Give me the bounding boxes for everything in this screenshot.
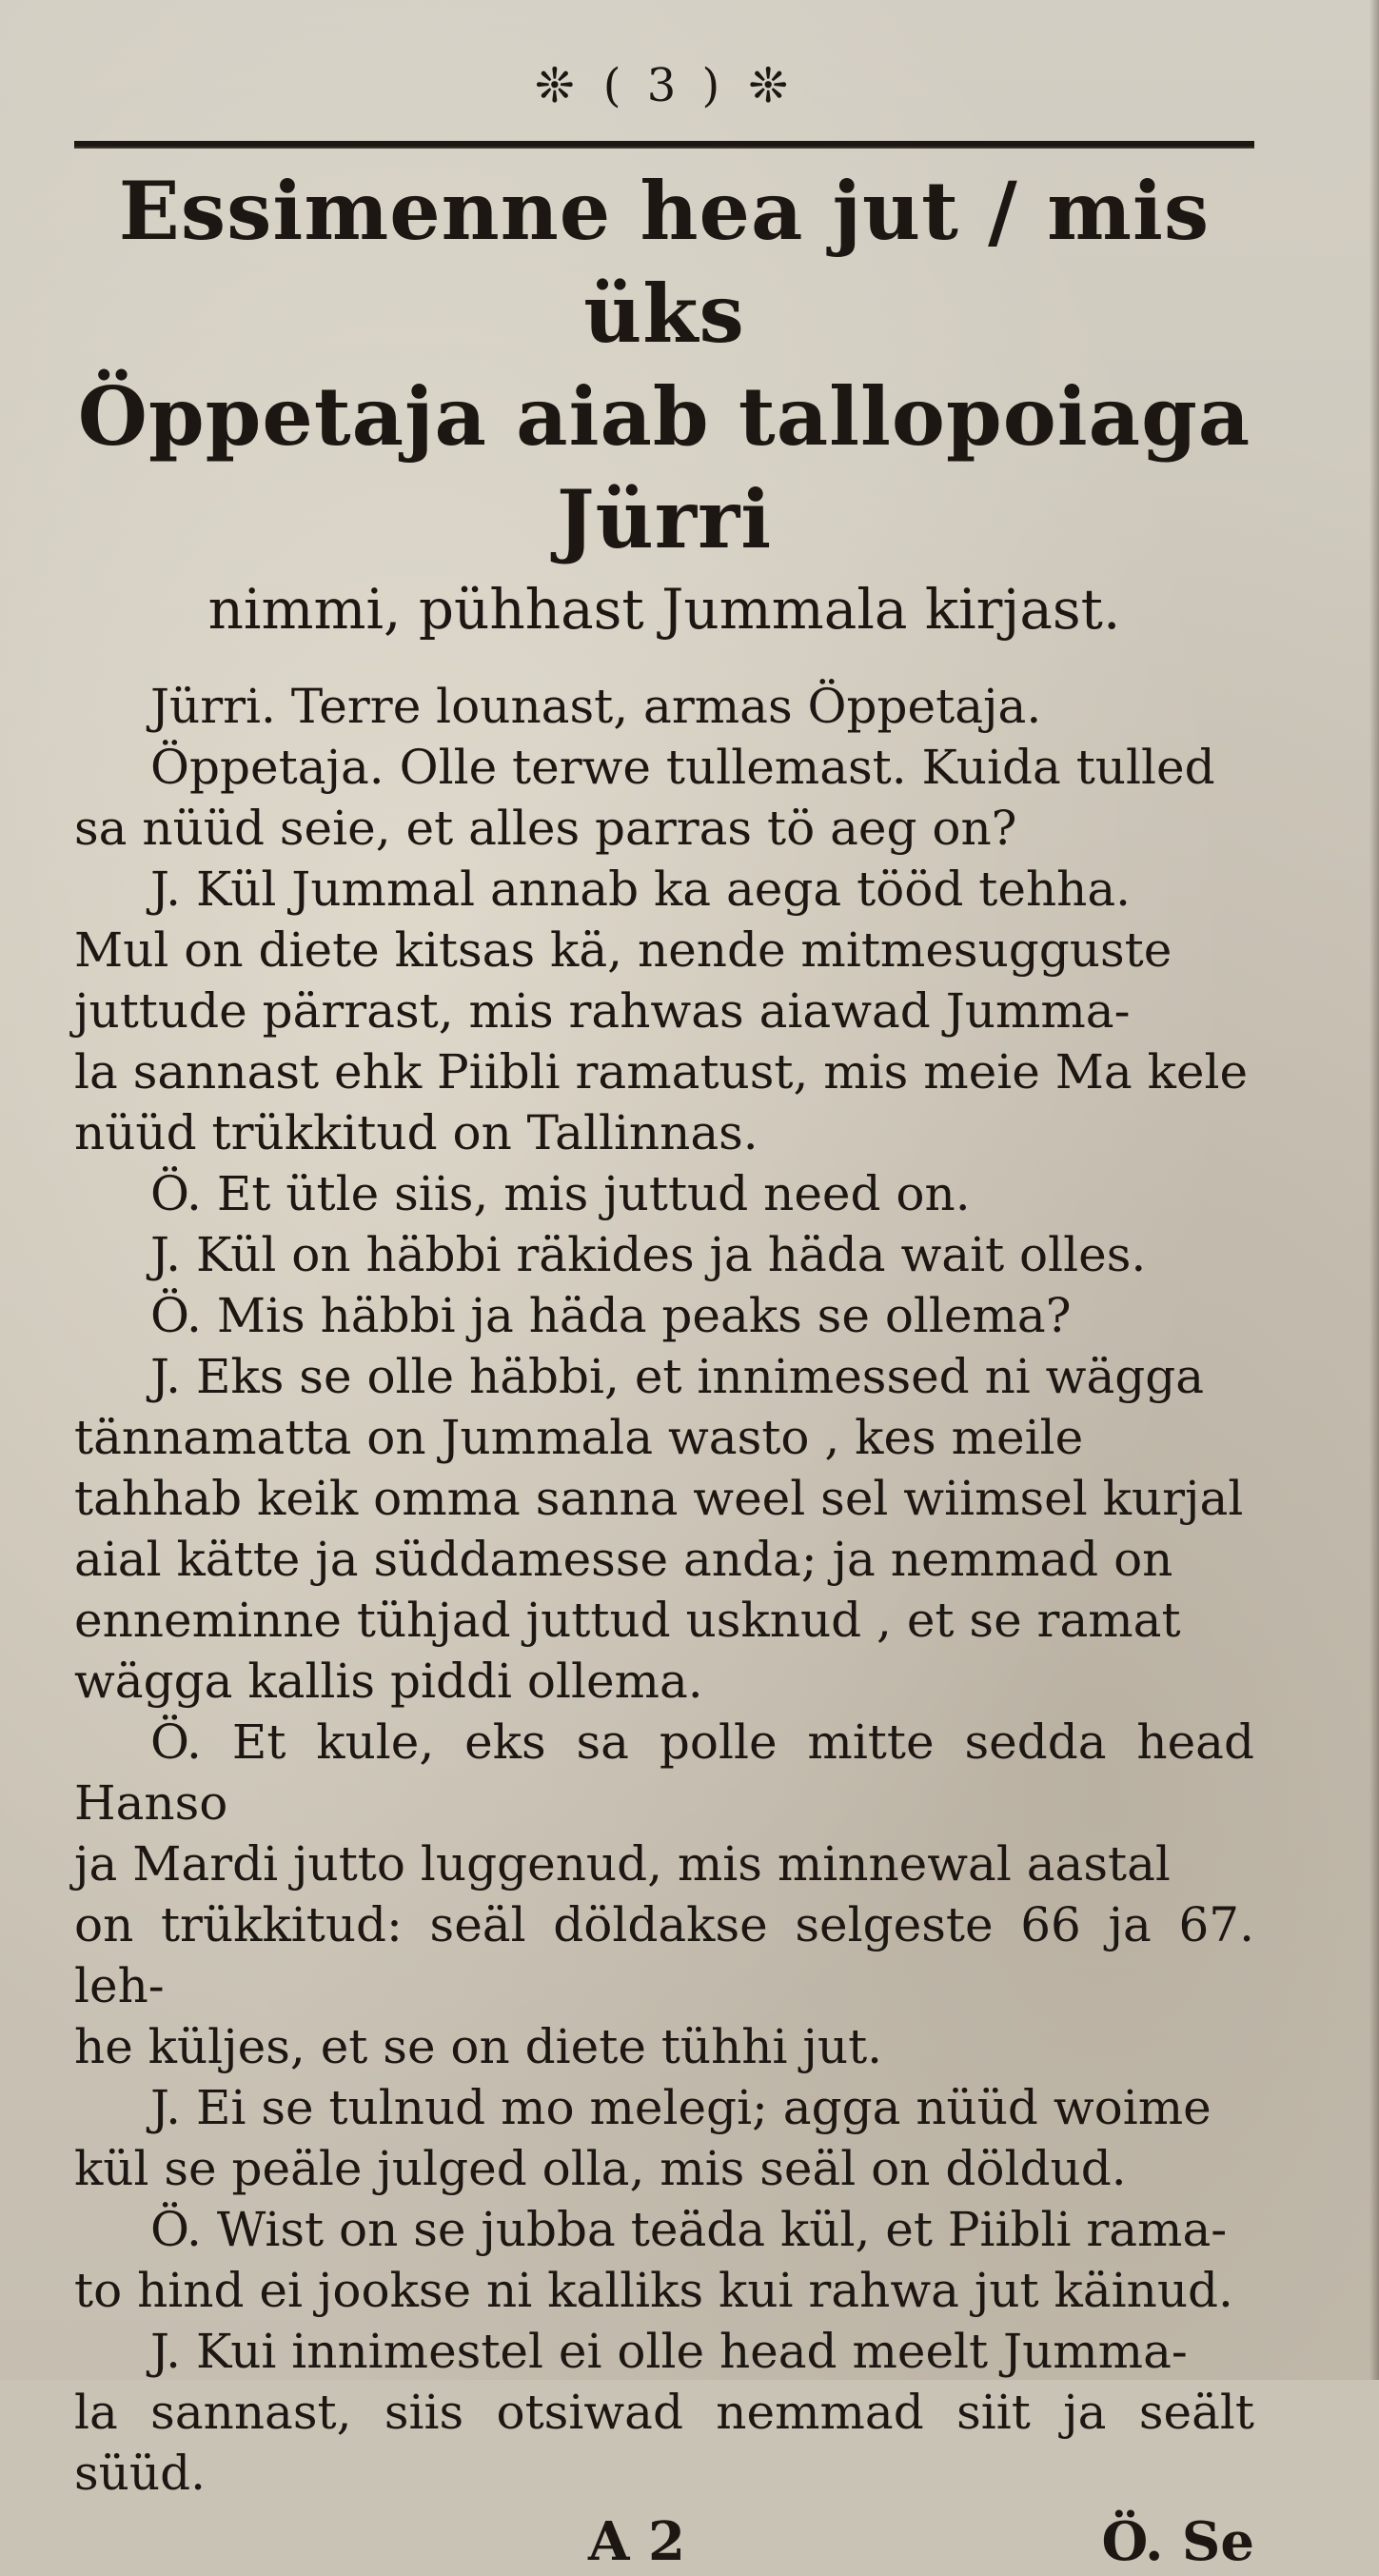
- text-line: Jürri. Terre lounast, armas Öppetaja.: [150, 679, 1042, 734]
- header-rule: [74, 141, 1254, 149]
- text-line: Ö. Et ütle siis, mis juttud need on.: [150, 1166, 971, 1221]
- paragraph-8: [74, 1712, 1254, 2077]
- paragraph-11: [74, 2321, 1254, 2504]
- text-line: J. Eks se olle häbbi, et innimessed ni wägga: [150, 1349, 1205, 1404]
- text-line: la sannast, siis otsiwad nemmad siit ja seält süüd.: [74, 2385, 1254, 2501]
- text-line: he küljes, et se on diete tühhi jut.: [74, 2019, 883, 2074]
- text-line: juttude pärrast, mis rahwas aiawad Jumma-: [74, 983, 1131, 1039]
- text-line: enneminne tühjad juttud usknud , et se ramat: [74, 1593, 1181, 1648]
- text-line: J. Ei se tulnud mo melegi; agga nüüd woime: [150, 2080, 1212, 2135]
- title-line-2: Öppetaja aiab tallopoiaga Jürri: [77, 369, 1251, 566]
- text-line: tahhab keik omma sanna weel sel wiimsel kurjal: [74, 1471, 1244, 1526]
- text-line: tännamatta on Jummala wasto , kes meile: [74, 1410, 1084, 1465]
- paragraph-1: [74, 676, 1254, 737]
- text-line: J. Kül Jummal annab ka aega tööd tehha.: [150, 862, 1132, 917]
- paragraph-4: [74, 1163, 1254, 1224]
- signature-mark: A 2: [588, 2510, 685, 2573]
- text-line: nüüd trükkitud on Tallinnas.: [74, 1105, 758, 1160]
- text-line: wägga kallis piddi ollema.: [74, 1654, 703, 1709]
- paragraph-3: [74, 859, 1254, 1163]
- page-header: [74, 57, 1254, 114]
- text-line: Ö. Wist on se jubba teäda kül, et Piibli rama-: [150, 2202, 1228, 2257]
- text-line: J. Kui innimestel ei olle head meelt Jumma-: [150, 2324, 1188, 2379]
- paragraph-6: [74, 1285, 1254, 1346]
- text-line: kül se peäle julged olla, mis seäl on döldud.: [74, 2141, 1127, 2196]
- text-line: ja Mardi jutto luggenud, mis minnewal aastal: [74, 1836, 1171, 1892]
- text-block: [74, 57, 1254, 2576]
- ornament-right-icon: ❊: [748, 58, 795, 113]
- text-line: la sannast ehk Piibli ramatust, mis meie Ma kele: [74, 1044, 1249, 1100]
- text-line: to hind ei jookse ni kalliks kui rahwa jut käinud.: [74, 2263, 1233, 2318]
- paragraph-5: [74, 1224, 1254, 1285]
- chapter-subtitle: nimmi, pühhast Jummala kirjast.: [207, 577, 1121, 642]
- body-text: [74, 676, 1254, 2504]
- text-line: on trükkitud: seäl döldakse selgeste 66 ja 67. leh-: [74, 1897, 1254, 2013]
- text-line: Ö. Mis häbbi ja häda peaks se ollema?: [150, 1288, 1072, 1343]
- text-line: Ö. Et kule, eks sa polle mitte sedda head Hanso: [74, 1714, 1254, 1831]
- text-line: sa nüüd seie, et alles parras tö aeg on?: [74, 801, 1017, 856]
- text-line: Mul on diete kitsas kä, nende mitmesugguste: [74, 922, 1172, 978]
- text-line: aial kätte ja süddamesse anda; ja nemmad on: [74, 1532, 1173, 1587]
- page-number: ( 3 ): [602, 59, 726, 112]
- paragraph-10: [74, 2199, 1254, 2321]
- ornament-left-icon: ❊: [534, 58, 581, 113]
- paragraph-7: [74, 1346, 1254, 1712]
- page-footer: [74, 2507, 1254, 2576]
- catchword: Ö. Se: [1101, 2510, 1254, 2573]
- paragraph-2: [74, 737, 1254, 859]
- title-line-1: Essimenne hea jut / mis üks: [118, 164, 1211, 361]
- text-line: Öppetaja. Olle terwe tullemast. Kuida tulled: [150, 740, 1215, 795]
- paragraph-9: [74, 2077, 1254, 2199]
- chapter-title: [74, 160, 1254, 571]
- text-line: J. Kül on häbbi räkides ja häda wait olles.: [150, 1227, 1147, 1282]
